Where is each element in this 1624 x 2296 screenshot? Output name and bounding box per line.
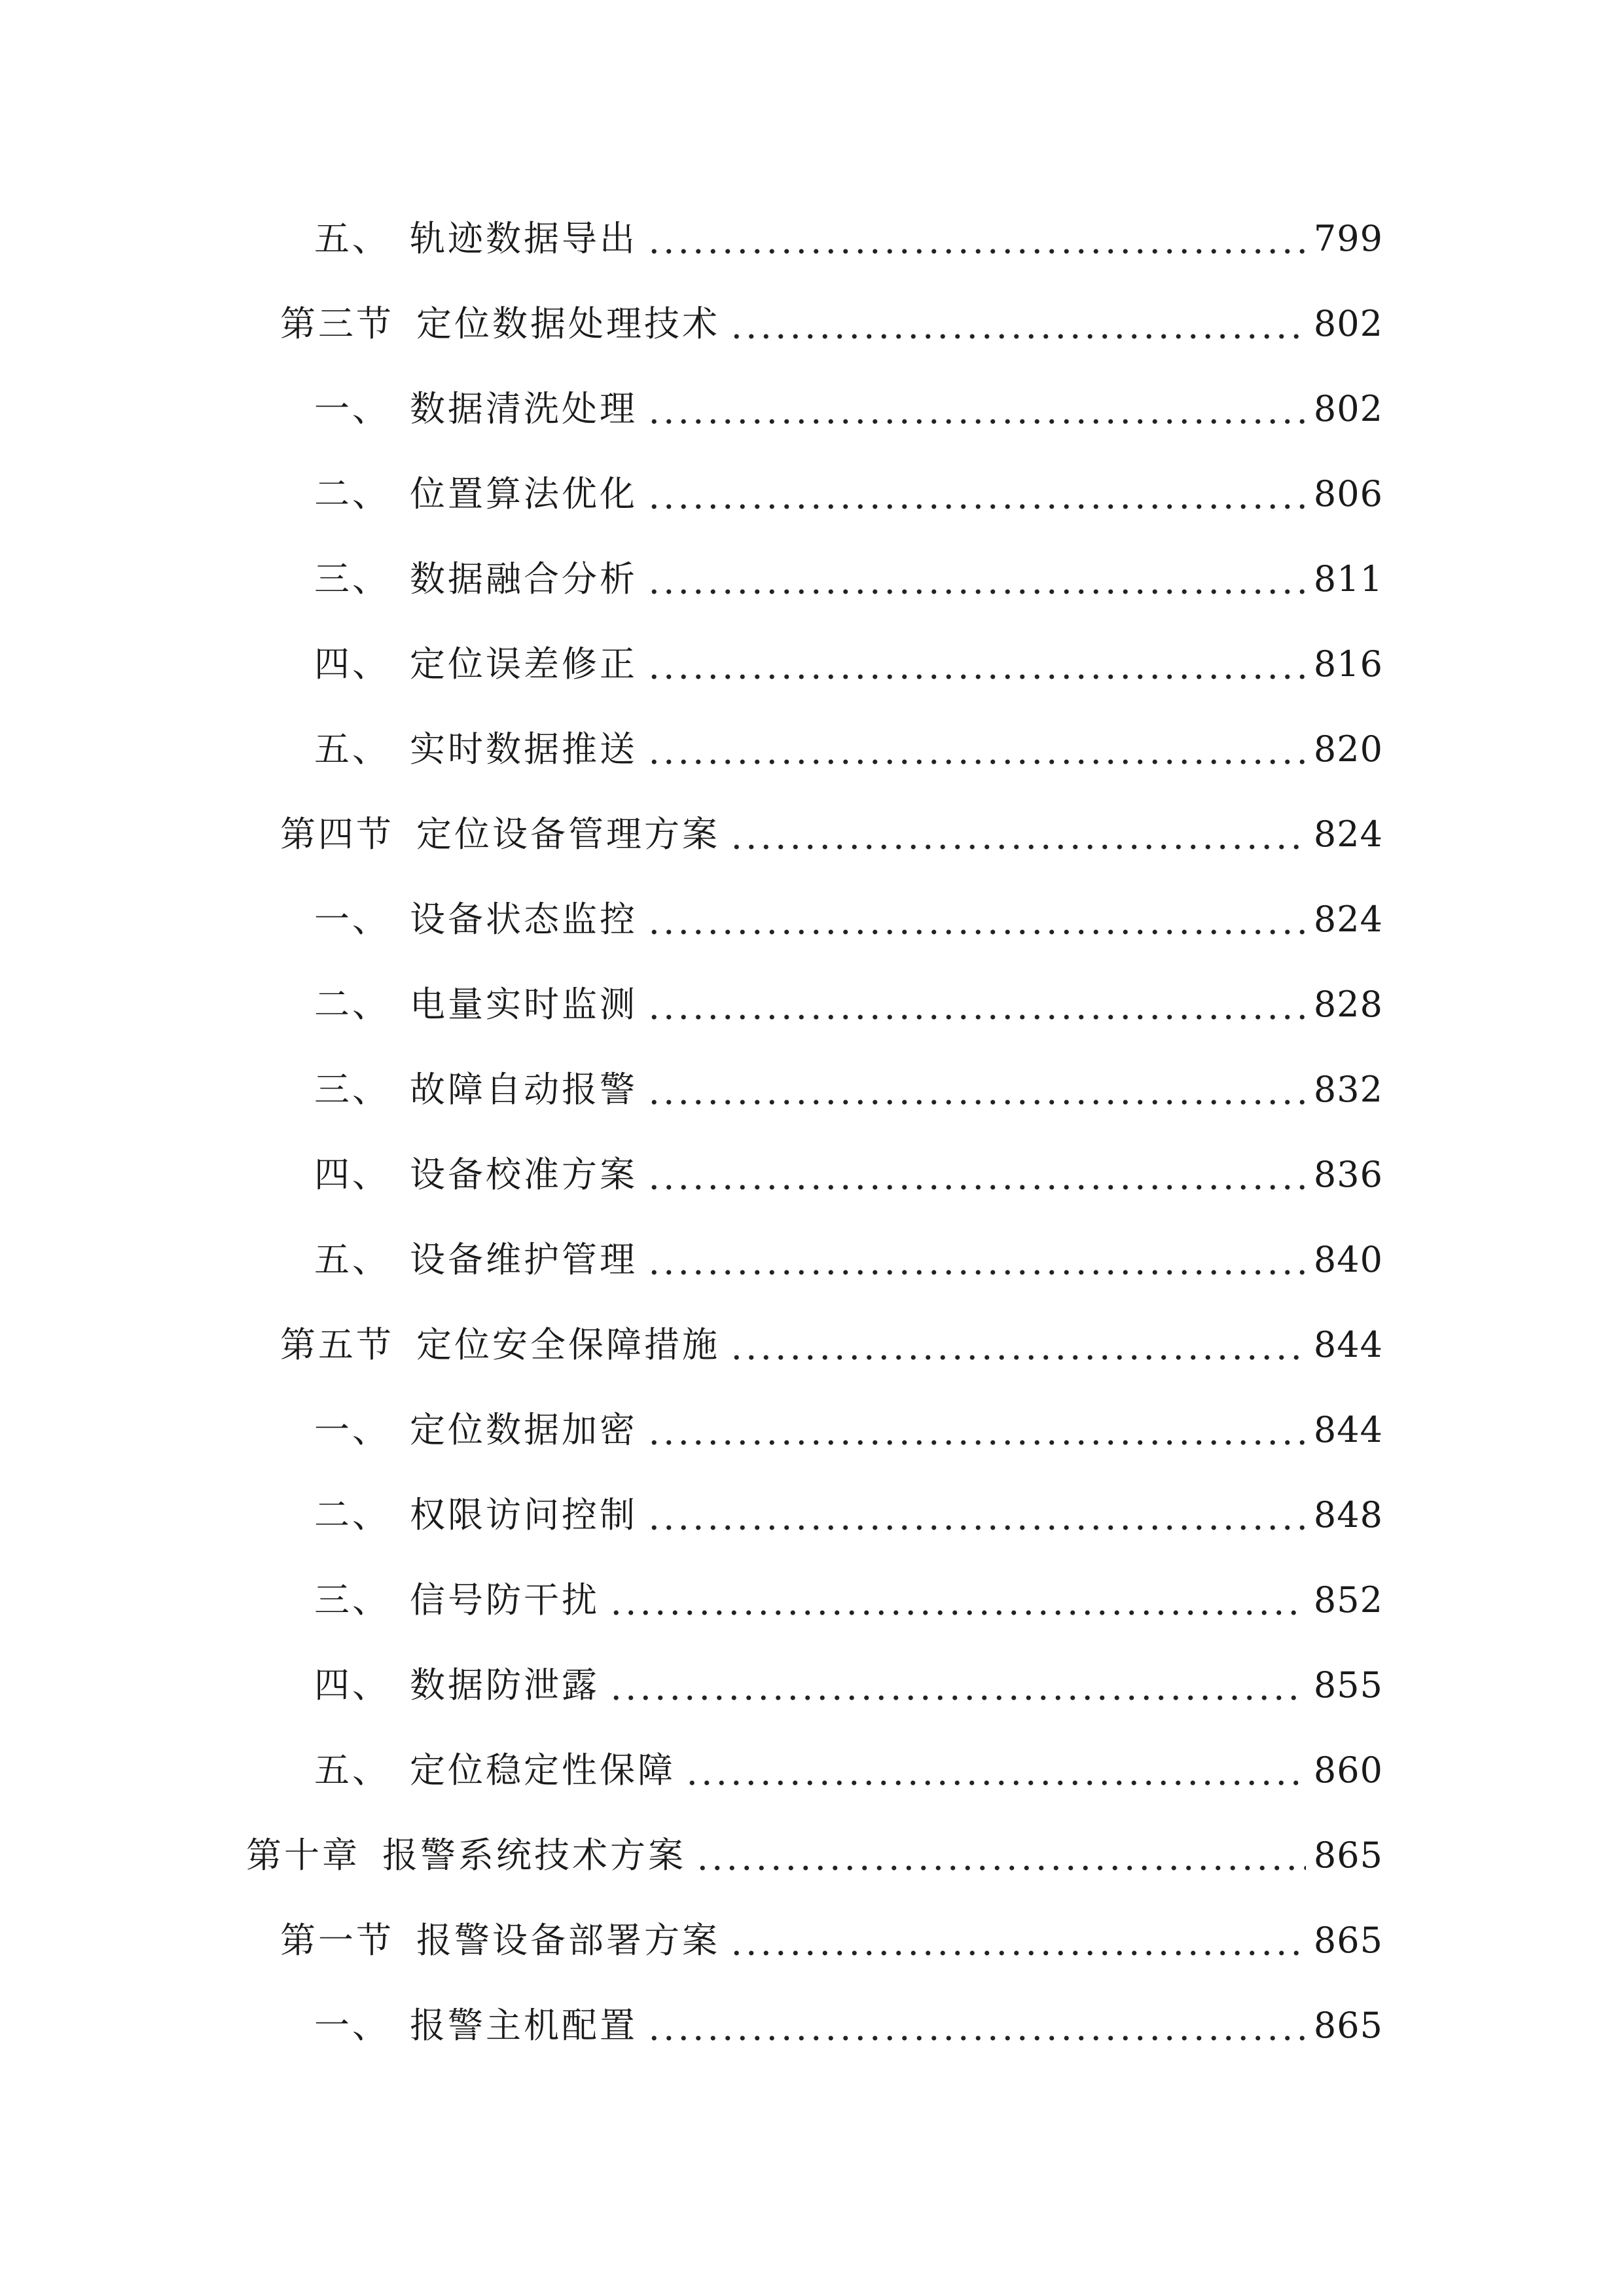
dot-leader — [647, 1157, 1306, 1193]
toc-entry-number: 二、 — [314, 1494, 390, 1535]
toc-entry-number: 四、 — [314, 1154, 390, 1195]
toc-entry-number: 第十章 — [246, 1835, 360, 1876]
toc-entry[interactable] — [314, 540, 1383, 619]
toc-entry-title: 设备校准方案 — [410, 1154, 638, 1195]
toc-entry-number: 二、 — [314, 984, 390, 1025]
toc-entry-number: 三、 — [314, 1069, 390, 1110]
toc-entry[interactable] — [314, 1986, 1383, 2065]
toc-entry-page-number: 820 — [1313, 728, 1383, 770]
toc-entry-number: 第三节 — [280, 303, 394, 344]
toc-entry[interactable] — [314, 625, 1383, 704]
toc-entry-page-number: 848 — [1313, 1494, 1383, 1535]
toc-entry-number: 第一节 — [280, 1920, 394, 1961]
toc-entry-page-number: 836 — [1313, 1154, 1383, 1195]
dot-leader — [647, 647, 1306, 682]
toc-entry-title: 定位设备管理方案 — [416, 814, 720, 855]
toc-entry-number: 五、 — [314, 1239, 390, 1280]
toc-entry-page-number: 844 — [1313, 1409, 1383, 1450]
toc-entry-number: 第五节 — [280, 1324, 394, 1365]
toc-entry-number: 四、 — [314, 643, 390, 685]
toc-entry-title: 报警主机配置 — [410, 2005, 638, 2046]
toc-entry-page-number: 802 — [1313, 303, 1383, 344]
dot-leader — [647, 1242, 1306, 1278]
toc-entry-page-number: 844 — [1313, 1324, 1383, 1365]
toc-entry-page-number: 832 — [1313, 1069, 1383, 1110]
toc-entry-title: 定位安全保障措施 — [416, 1324, 720, 1365]
toc-entry-title: 数据融合分析 — [410, 558, 638, 600]
toc-entry-page-number: 865 — [1313, 1835, 1383, 1876]
dot-leader — [647, 1498, 1306, 1533]
toc-entry-title: 位置算法优化 — [410, 473, 638, 514]
dot-leader — [647, 2008, 1306, 2043]
dot-leader — [647, 902, 1306, 937]
dot-leader — [647, 476, 1306, 512]
toc-entry-page-number: 824 — [1313, 814, 1383, 855]
dot-leader — [647, 562, 1306, 597]
toc-entry-page-number: 811 — [1313, 558, 1383, 600]
toc-entry-page-number: 824 — [1313, 899, 1383, 940]
toc-entry[interactable] — [314, 455, 1383, 533]
toc-entry-title: 定位误差修正 — [410, 643, 638, 685]
dot-leader — [695, 1838, 1306, 1873]
toc-entry[interactable] — [314, 1731, 1383, 1810]
toc-entry-page-number: 840 — [1313, 1239, 1383, 1280]
dot-leader — [729, 1327, 1306, 1363]
toc-entry[interactable] — [280, 1901, 1383, 1980]
dot-leader — [729, 817, 1306, 852]
toc-entry[interactable] — [314, 1391, 1383, 1469]
toc-entry-number: 一、 — [314, 1409, 390, 1450]
dot-leader — [729, 306, 1306, 342]
toc-entry-title: 报警系统技术方案 — [382, 1835, 686, 1876]
dot-leader — [647, 732, 1306, 767]
toc-entry[interactable] — [246, 1816, 1383, 1895]
toc-entry-page-number: 799 — [1313, 218, 1383, 259]
toc-entry-title: 电量实时监测 — [410, 984, 638, 1025]
toc-entry[interactable] — [314, 1476, 1383, 1554]
toc-entry-number: 四、 — [314, 1664, 390, 1706]
toc-entry-title: 设备维护管理 — [410, 1239, 638, 1280]
dot-leader — [647, 1412, 1306, 1448]
toc-entry[interactable] — [280, 285, 1383, 363]
toc-entry-number: 三、 — [314, 1579, 390, 1621]
toc-entry[interactable] — [314, 1050, 1383, 1129]
dot-leader — [685, 1753, 1306, 1788]
toc-entry-number: 五、 — [314, 728, 390, 770]
toc-entry-page-number: 806 — [1313, 473, 1383, 514]
toc-entry[interactable] — [280, 1306, 1383, 1384]
dot-leader — [609, 1668, 1306, 1703]
toc-entry-title: 数据防泄露 — [410, 1664, 600, 1706]
toc-entry-title: 设备状态监控 — [410, 899, 638, 940]
toc-entry-title: 报警设备部署方案 — [416, 1920, 720, 1961]
toc-entry-title: 定位数据加密 — [410, 1409, 638, 1450]
dot-leader — [647, 987, 1306, 1022]
toc-entry-page-number: 852 — [1313, 1579, 1383, 1621]
toc-entry[interactable] — [314, 200, 1383, 278]
toc-entry-page-number: 865 — [1313, 1920, 1383, 1961]
toc-entry-title: 信号防干扰 — [410, 1579, 600, 1621]
toc-entry[interactable] — [314, 1646, 1383, 1725]
toc-entry-title: 权限访问控制 — [410, 1494, 638, 1535]
dot-leader — [647, 1072, 1306, 1107]
toc-entry-title: 数据清洗处理 — [410, 388, 638, 429]
toc-entry-page-number: 860 — [1313, 1749, 1383, 1791]
toc-entry-number: 二、 — [314, 473, 390, 514]
toc-entry-title: 轨迹数据导出 — [410, 218, 638, 259]
toc-entry-number: 一、 — [314, 899, 390, 940]
toc-entry[interactable] — [314, 710, 1383, 789]
toc-entry-title: 定位稳定性保障 — [410, 1749, 676, 1791]
toc-entry[interactable] — [314, 880, 1383, 959]
toc-entry-title: 故障自动报警 — [410, 1069, 638, 1110]
toc-entry[interactable] — [314, 1136, 1383, 1214]
dot-leader — [609, 1583, 1306, 1618]
toc-entry[interactable] — [314, 965, 1383, 1044]
toc-entry-page-number: 816 — [1313, 643, 1383, 685]
toc-entry[interactable] — [314, 1221, 1383, 1299]
toc-entry-number: 五、 — [314, 218, 390, 259]
dot-leader — [729, 1923, 1306, 1958]
toc-entry-number: 三、 — [314, 558, 390, 600]
toc-entry-title: 实时数据推送 — [410, 728, 638, 770]
toc-entry-page-number: 802 — [1313, 388, 1383, 429]
toc-entry-number: 一、 — [314, 388, 390, 429]
toc-entry-number: 五、 — [314, 1749, 390, 1791]
dot-leader — [647, 391, 1306, 427]
toc-entry-page-number: 828 — [1313, 984, 1383, 1025]
toc-entry[interactable] — [314, 370, 1383, 448]
dot-leader — [647, 221, 1306, 257]
toc-entry-title: 定位数据处理技术 — [416, 303, 720, 344]
toc-entry-page-number: 855 — [1313, 1664, 1383, 1706]
toc-entry[interactable] — [280, 795, 1383, 874]
toc-entry-page-number: 865 — [1313, 2005, 1383, 2046]
toc-entry-number: 一、 — [314, 2005, 390, 2046]
toc-entry[interactable] — [314, 1561, 1383, 1640]
toc-entry-number: 第四节 — [280, 814, 394, 855]
